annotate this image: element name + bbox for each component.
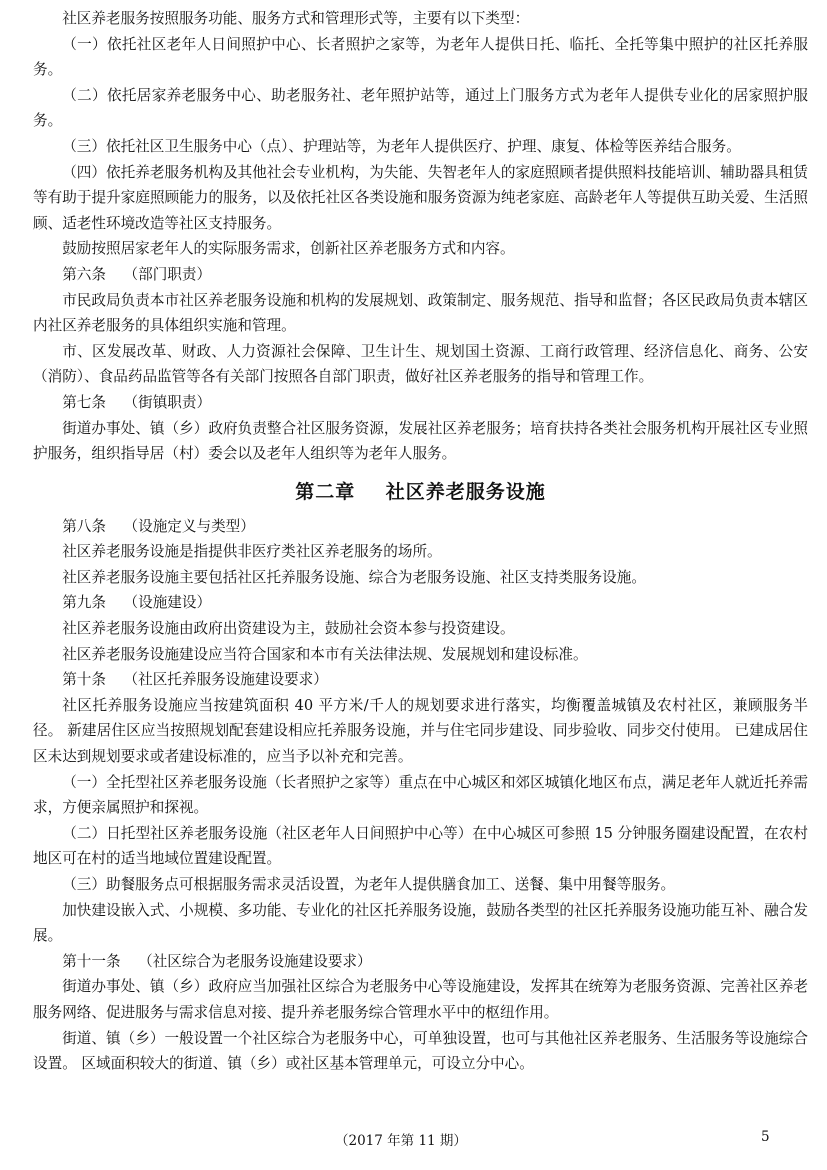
chapter-number: 第二章 [295,480,356,503]
chapter-title: 社区养老服务设施 [385,480,546,503]
paragraph: （三）助餐服务点可根据服务需求灵活设置，为老年人提供膳食加工、送餐、集中用餐等服务。 [62,876,676,893]
paragraph: （二）依托居家养老服务中心、助老服务社、老年照护站等，通过上门服务方式为老年人提供专业化的居家照护服务。 [33,86,808,130]
paragraph: 街道办事处、镇（乡）政府应当加强社区综合为老服务中心等设施建设，发挥其在统筹为老服务资源、完善社区养老服务网络、促进服务与需求信息对接、提升养老服务综合管理水平中的枢纽作用。 [33,978,808,1021]
chapter-heading [33,477,808,504]
paragraph: 街道、镇（乡）一般设置一个社区综合为老服务中心，可单独设置，也可与其他社区养老服务、生活服务等设施综合设置。 区域面积较大的街道、镇（乡）或社区基本管理单元，可设立分中心。 [33,1029,808,1073]
paragraph: 加快建设嵌入式、小规模、多功能、专业化的社区托养服务设施，鼓励各类型的社区托养服务设施功能互补、融合发展。 [33,901,808,945]
article-heading-10 [33,667,808,693]
article-title: （街镇职责） [123,393,212,411]
article-heading-11 [33,949,808,975]
document-body [33,6,808,1077]
article-number: 第九条 [62,594,106,612]
paragraph: 社区养老服务设施主要包括社区托养服务设施、综合为老服务设施、社区支持类服务设施。 [62,568,646,586]
article-heading-9 [33,590,808,616]
page-number: 5 [761,1129,770,1145]
paragraph: 市民政局负责本市社区养老服务设施和机构的发展规划、政策制定、服务规范、指导和监督；各区民政局负责本辖区内社区养老服务的具体组织实施和管理。 [33,291,808,335]
article-number: 第八条 [62,517,106,535]
paragraph: 社区养老服务设施建设应当符合国家和本市有关法律法规、发展规划和建设标准。 [62,645,588,663]
paragraph: 社区养老服务设施是指提供非医疗类社区养老服务的场所。 [62,543,442,561]
issue-label: （2017 年第 11 期） [335,1133,467,1149]
paragraph: （一）全托型社区养老服务设施（长者照护之家等）重点在中心城区和郊区城镇化地区布点，满足老年人就近托养需求，方便亲属照护和探视。 [33,773,808,817]
paragraph: （三）依托社区卫生服务中心（点）、护理站等，为老年人提供医疗、护理、康复、体检等医养结合服务。 [62,137,741,155]
article-title: （设施建设） [123,594,212,612]
paragraph: （二）日托型社区养老服务设施（社区老年人日间照护中心等）在中心城区可参照 15 分钟服务圈建设配置，在农村地区可在村的适当地域位置建设配置。 [33,824,808,868]
article-heading-8 [33,514,808,540]
service-types-section [33,6,808,262]
paragraph: 鼓励按照居家老年人的实际服务需求，创新社区养老服务方式和内容。 [62,240,515,258]
article-heading-7 [33,390,808,416]
article-heading-6 [33,262,808,288]
paragraph: 市、区发展改革、财政、人力资源社会保障、卫生计生、规划国土资源、工商行政管理、经济信息化、商务、公安（消防）、食品药品监管等各有关部门按照各自部门职责，做好社区养老服务的指导和管理工作。 [33,342,808,386]
article-title: （社区托养服务设施建设要求） [123,671,328,689]
article-title: （设施定义与类型） [123,517,255,535]
paragraph: 社区养老服务设施由政府出资建设为主，鼓励社会资本参与投资建设。 [62,620,515,638]
article-number: 第十一条 [62,952,121,970]
paragraph: （四）依托养老服务机构及其他社会专业机构，为失能、失智老年人的家庭照顾者提供照料技能培训、辅助器具租赁等有助于提升家庭照顾能力的服务，以及依托社区各类设施和服务资源为纯老家庭、高龄老年人等提供互助关爱、生活照顾、适老性环境改造等社区支持服务。 [33,163,808,232]
paragraph: （一）依托社区老年人日间照护中心、长者照护之家等，为老年人提供日托、临托、全托等集中照护的社区托养服务。 [33,35,808,79]
article-number: 第十条 [62,671,106,689]
article-title: （部门职责） [123,265,212,283]
paragraph: 街道办事处、镇（乡）政府负责整合社区服务资源，发展社区养老服务；培育扶持各类社会服务机构开展社区专业照护服务，组织指导居（村）委会以及老年人组织等为老年人服务。 [33,419,808,463]
article-number: 第六条 [62,265,106,283]
article-title: （社区综合为老服务设施建设要求） [138,952,372,970]
paragraph: 社区养老服务按照服务功能、服务方式和管理形式等，主要有以下类型： [62,10,530,27]
article-number: 第七条 [62,393,106,411]
paragraph: 社区托养服务设施应当按建筑面积 40 平方米/千人的规划要求进行落实，均衡覆盖城镇及农村社区，兼顾服务半径。 新建居住区应当按照规划配套建设相应托养服务设施，并与住宅同步建设、同步验收、同步交付使用。 已建成居住区未达到规划要求或者建设标准的，应当予以补充和完善。 [33,696,808,766]
